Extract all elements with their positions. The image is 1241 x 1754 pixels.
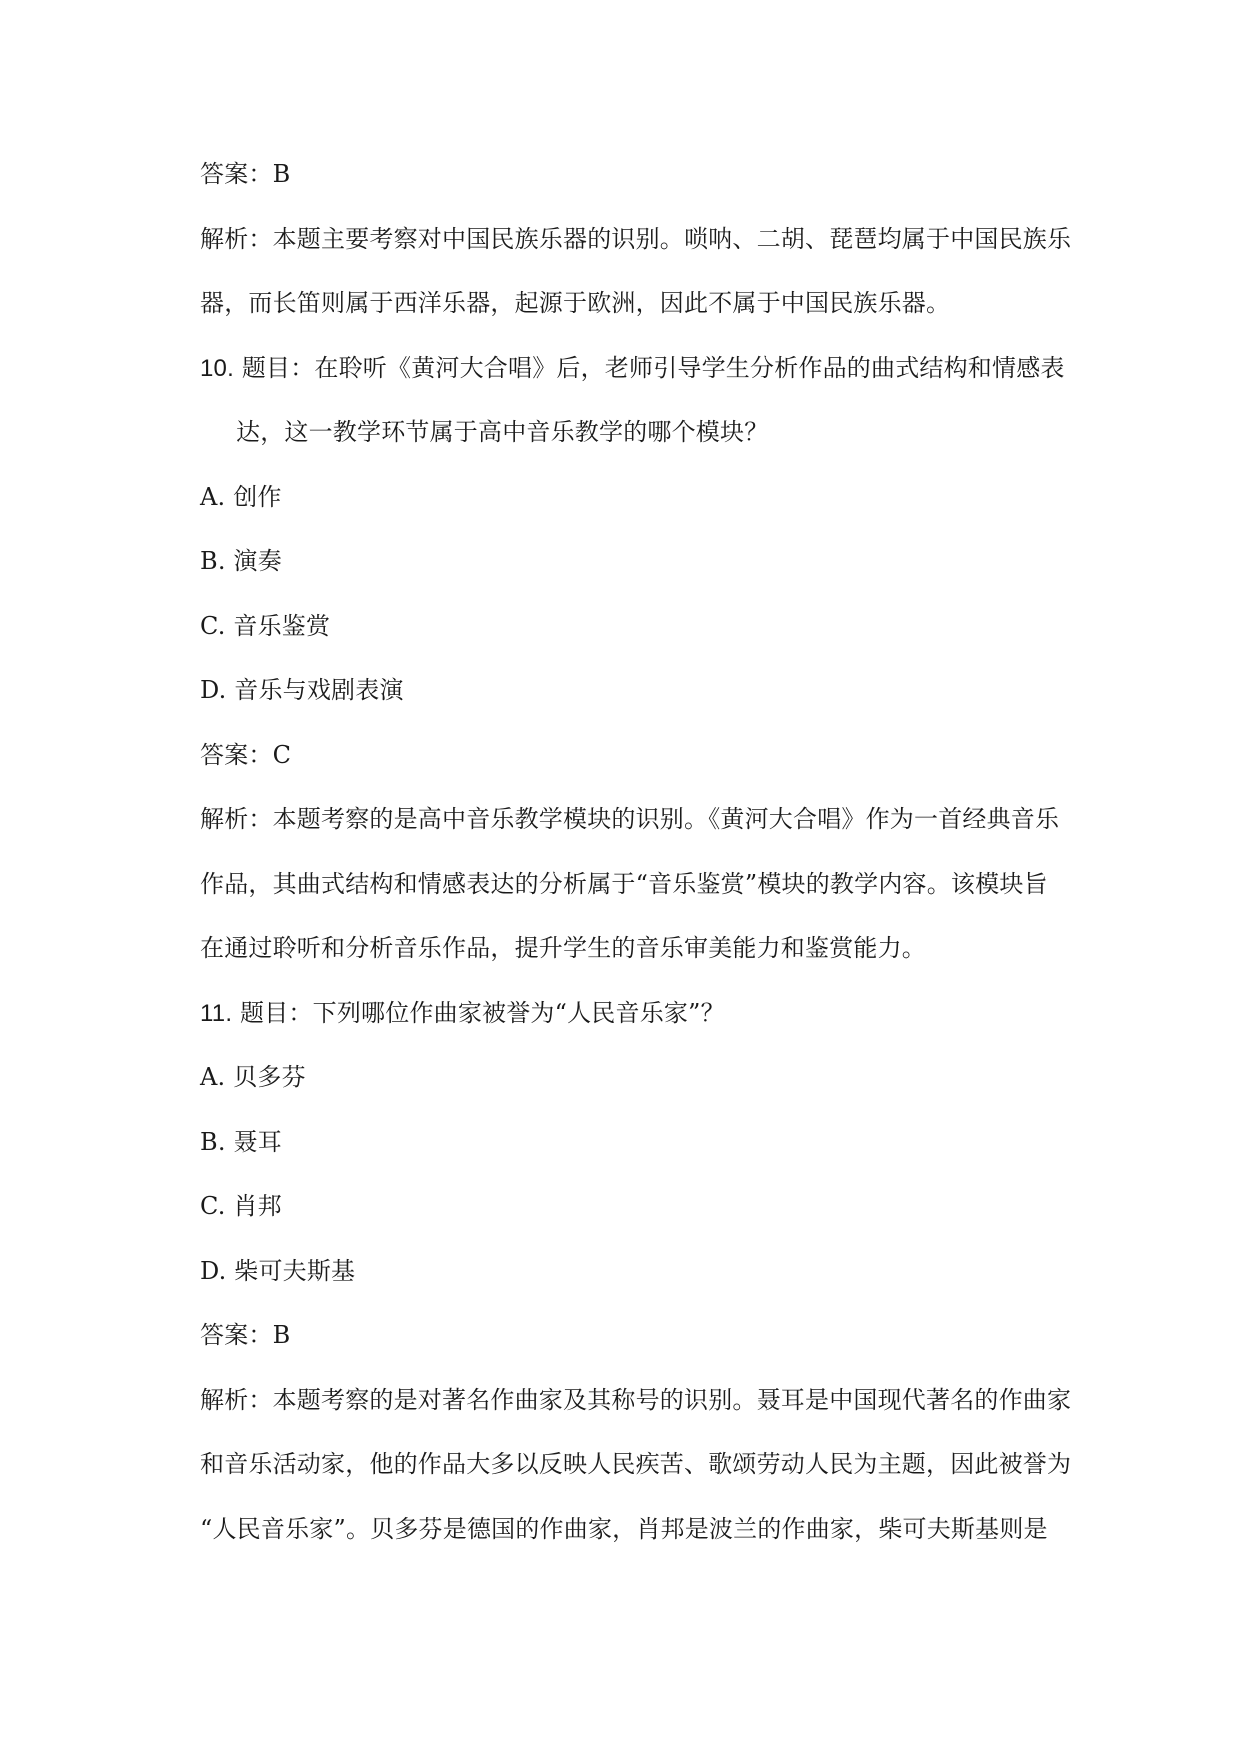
q10-answer: 答案：C [200, 740, 292, 769]
q9-answer: 答案：B [200, 160, 291, 188]
q10-analysis-line-2: 作品，其曲式结构和情感表达的分析属于“音乐鉴赏”模块的教学内容。该模块旨 [200, 869, 1048, 898]
q10-option-a: A. 创作 [200, 482, 282, 511]
q11-analysis-line-2: 和音乐活动家，他的作品大多以反映人民疾苦、歌颂劳动人民为主题，因此被誉为 [200, 1450, 1072, 1478]
q10-title-line-1 [200, 336, 1090, 401]
q9-analysis-line-1: 解析：本题主要考察对中国民族乐器的识别。唢呐、二胡、琵琶均属于中国民族乐 [200, 224, 1072, 253]
q10-option-d: D. 音乐与戏剧表演 [200, 676, 404, 704]
q10-number: 10. [200, 354, 234, 382]
q11-option-c: C. 肖邦 [200, 1192, 282, 1220]
page-content [200, 142, 1090, 1561]
q11-title-text: 题目：下列哪位作曲家被誉为“人民音乐家”？ [240, 998, 725, 1027]
q11-answer: 答案：B [200, 1321, 291, 1349]
q9-analysis-line-2: 器，而长笛则属于西洋乐器，起源于欧洲，因此不属于中国民族乐器。 [200, 289, 951, 317]
q10-title-text: 题目：在聆听《黄河大合唱》后，老师引导学生分析作品的曲式结构和情感表 [241, 353, 1065, 382]
q11-option-b: B. 聂耳 [200, 1127, 282, 1156]
q11-number: 11. [200, 999, 233, 1027]
q11-option-d: D. 柴可夫斯基 [200, 1256, 356, 1285]
q10-title-line-2: 达，这一教学环节属于高中音乐教学的哪个模块？ [236, 418, 769, 446]
q11-option-a: A. 贝多芬 [200, 1063, 306, 1091]
q10-analysis-line-3: 在通过聆听和分析音乐作品，提升学生的音乐审美能力和鉴赏能力。 [200, 934, 926, 962]
q11-analysis-line-3: “人民音乐家”。贝多芬是德国的作曲家，肖邦是波兰的作曲家，柴可夫斯基则是 [200, 1514, 1048, 1543]
q11-analysis-line-1: 解析：本题考察的是对著名作曲家及其称号的识别。聂耳是中国现代著名的作曲家 [200, 1385, 1072, 1414]
q11-title-line [200, 981, 1090, 1046]
q10-analysis-line-1: 解析：本题考察的是高中音乐教学模块的识别。《黄河大合唱》作为一首经典音乐 [200, 805, 1060, 833]
q10-option-b: B. 演奏 [200, 547, 282, 575]
q10-option-c: C. 音乐鉴赏 [200, 611, 331, 640]
